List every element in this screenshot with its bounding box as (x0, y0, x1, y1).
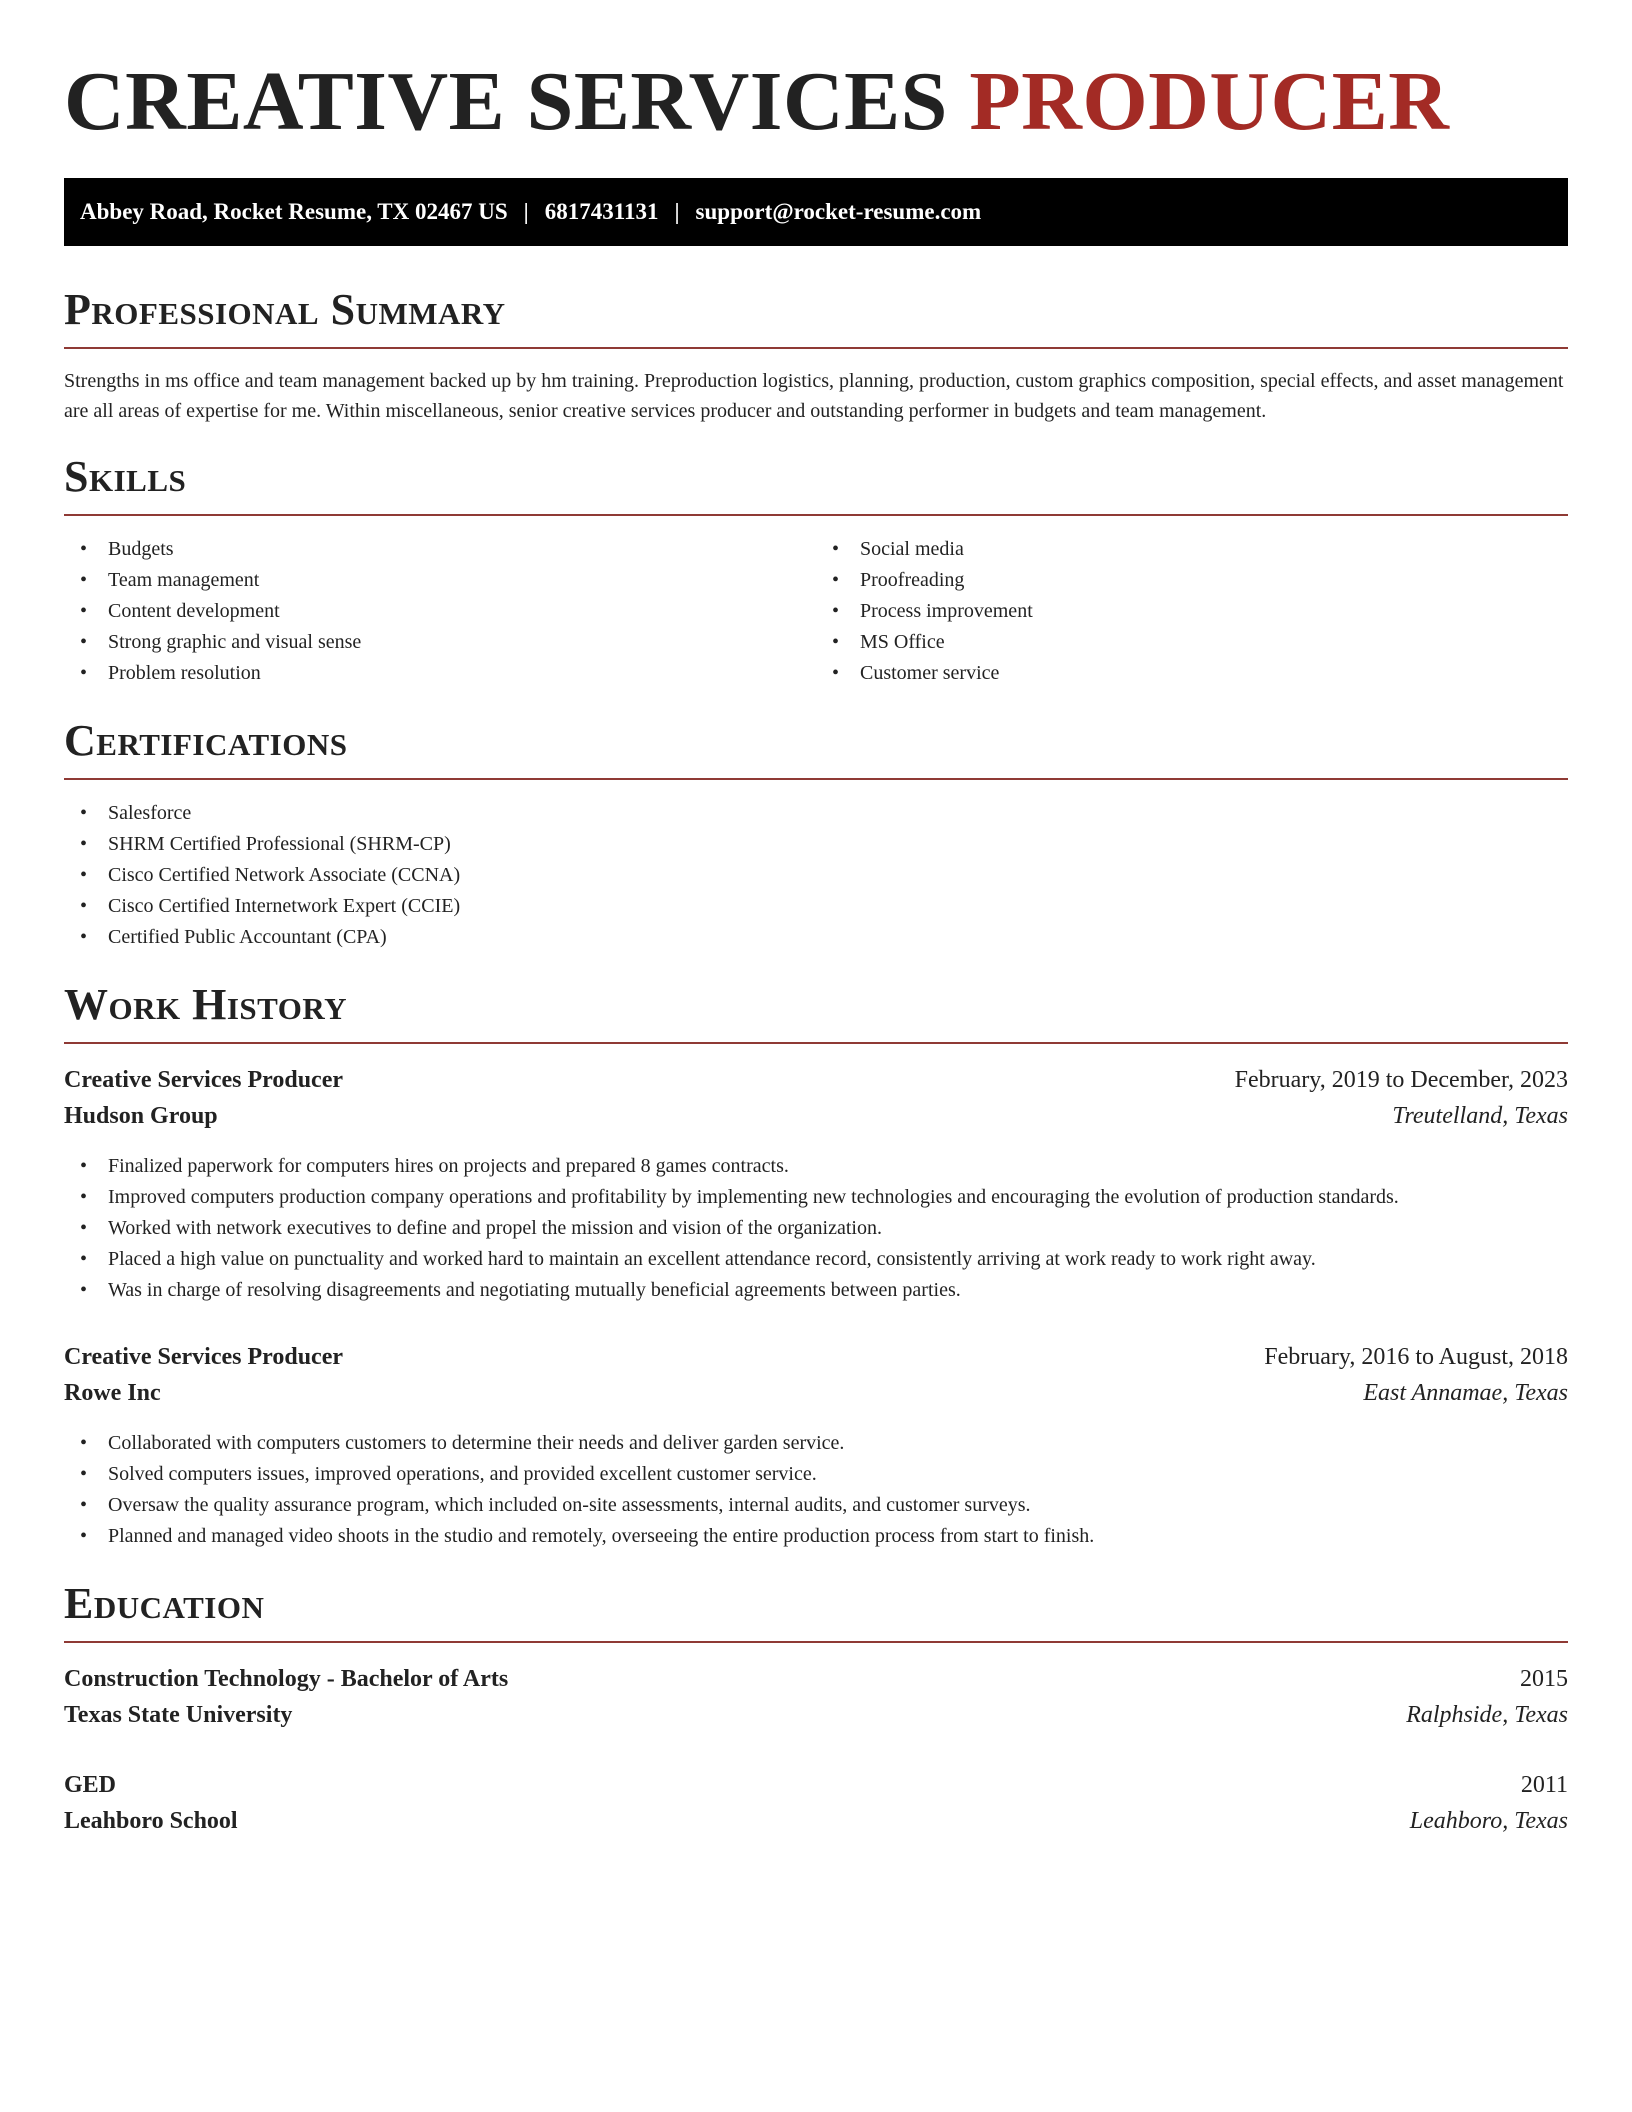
education-section (64, 1578, 1568, 1839)
education-school: Leahboro School (64, 1808, 238, 1834)
job-location: Treutelland, Texas (1392, 1103, 1568, 1129)
name-title-part: CREATIVE SERVICES (64, 55, 948, 148)
skill-item: • Budgets (64, 534, 816, 565)
job-duty: • Oversaw the quality assurance program, which included on-site assessments, internal audits, and customer surveys. (64, 1490, 1568, 1521)
section-divider (64, 778, 1568, 780)
job-dates: February, 2019 to December, 2023 (1234, 1067, 1568, 1093)
job-duties-list (64, 1428, 1568, 1552)
contact-address: Abbey Road, Rocket Resume, TX 02467 US (80, 199, 508, 224)
job-header-row (64, 1062, 1568, 1098)
skills-columns (64, 516, 1568, 689)
skills-heading: Skills (64, 452, 187, 501)
job-title: Creative Services Producer (64, 1344, 344, 1370)
skill-item: • Team management (64, 565, 816, 596)
job-header-row (64, 1339, 1568, 1375)
contact-separator: | (674, 199, 680, 224)
contact-phone[interactable]: 6817431131 (544, 199, 659, 224)
job-dates: February, 2016 to August, 2018 (1264, 1344, 1568, 1370)
certification-item: • Cisco Certified Network Associate (CCNA) (64, 860, 1568, 891)
certifications-list (64, 798, 1568, 953)
job-duty: • Was in charge of resolving disagreements and negotiating mutually beneficial agreements between parties. (64, 1275, 1568, 1306)
education-school-row (64, 1803, 1568, 1839)
job-duty: • Improved computers production company operations and profitability by implementing new technologies and encouraging the evolution of production standards. (64, 1182, 1568, 1213)
skill-item: • Strong graphic and visual sense (64, 627, 816, 658)
certification-item: • Cisco Certified Internetwork Expert (CCIE) (64, 891, 1568, 922)
education-degree: Construction Technology - Bachelor of Arts (64, 1666, 509, 1692)
job-duty: • Placed a high value on punctuality and worked hard to maintain an excellent attendance record, consistently arriving at work ready to work right away. (64, 1244, 1568, 1275)
certification-item: • SHRM Certified Professional (SHRM-CP) (64, 829, 1568, 860)
skill-item: • MS Office (816, 627, 1568, 658)
job-company: Hudson Group (64, 1103, 218, 1129)
job-title: Creative Services Producer (64, 1067, 344, 1093)
job-company-row (64, 1375, 1568, 1411)
contact-separator: | (523, 199, 529, 224)
job-location: East Annamae, Texas (1363, 1380, 1568, 1406)
certification-item: • Salesforce (64, 798, 1568, 829)
education-school-row (64, 1697, 1568, 1733)
skills-list-right (816, 534, 1568, 689)
certifications-section (64, 715, 1568, 953)
job-duty: • Solved computers issues, improved operations, and provided excellent customer service. (64, 1459, 1568, 1490)
certification-item: • Certified Public Accountant (CPA) (64, 922, 1568, 953)
job-duty: • Planned and managed video shoots in the studio and remotely, overseeing the entire production process from start to finish. (64, 1521, 1568, 1552)
job-duties-list (64, 1151, 1568, 1306)
job-company-row (64, 1098, 1568, 1134)
summary-section (64, 284, 1568, 426)
education-school: Texas State University (64, 1702, 293, 1728)
education-degree: GED (64, 1772, 117, 1798)
work-history-heading: Work History (64, 980, 348, 1029)
job-duty: • Finalized paperwork for computers hires on projects and prepared 8 games contracts. (64, 1151, 1568, 1182)
name-title-accent: PRODUCER (969, 55, 1450, 148)
certifications-heading: Certifications (64, 716, 348, 765)
work-history-section (64, 979, 1568, 1552)
education-entry (64, 1767, 1568, 1839)
skills-section (64, 451, 1568, 689)
summary-heading: Professional Summary (64, 285, 506, 334)
education-year: 2011 (1520, 1772, 1568, 1798)
job-duty: • Worked with network executives to define and propel the mission and vision of the organization. (64, 1213, 1568, 1244)
section-divider (64, 347, 1568, 349)
education-entry (64, 1661, 1568, 1733)
education-year: 2015 (1520, 1666, 1568, 1692)
summary-text: Strengths in ms office and team management backed up by hm training. Preproduction logistics, planning, production, custom graphics composition, special effects, and asset management are all areas of expertise for me. Within miscellaneous, senior creative services producer and outstanding performer in budgets and team management. (64, 370, 1564, 422)
section-divider (64, 1641, 1568, 1643)
job-entry (64, 1062, 1568, 1306)
skill-item: • Process improvement (816, 596, 1568, 627)
job-entry (64, 1339, 1568, 1552)
job-company: Rowe Inc (64, 1380, 161, 1406)
education-heading: Education (64, 1579, 265, 1628)
skill-item: • Content development (64, 596, 816, 627)
education-degree-row (64, 1661, 1568, 1697)
job-duty: • Collaborated with computers customers to determine their needs and deliver garden service. (64, 1428, 1568, 1459)
education-location: Leahboro, Texas (1409, 1808, 1568, 1834)
education-degree-row (64, 1767, 1568, 1803)
skills-list-left (64, 534, 816, 689)
section-divider (64, 1042, 1568, 1044)
contact-email[interactable]: support@rocket-resume.com (695, 199, 982, 224)
skill-item: • Social media (816, 534, 1568, 565)
education-location: Ralphside, Texas (1406, 1702, 1568, 1728)
resume-name (64, 52, 1568, 152)
contact-bar (64, 178, 1568, 246)
skill-item: • Customer service (816, 658, 1568, 689)
skill-item: • Problem resolution (64, 658, 816, 689)
skill-item: • Proofreading (816, 565, 1568, 596)
